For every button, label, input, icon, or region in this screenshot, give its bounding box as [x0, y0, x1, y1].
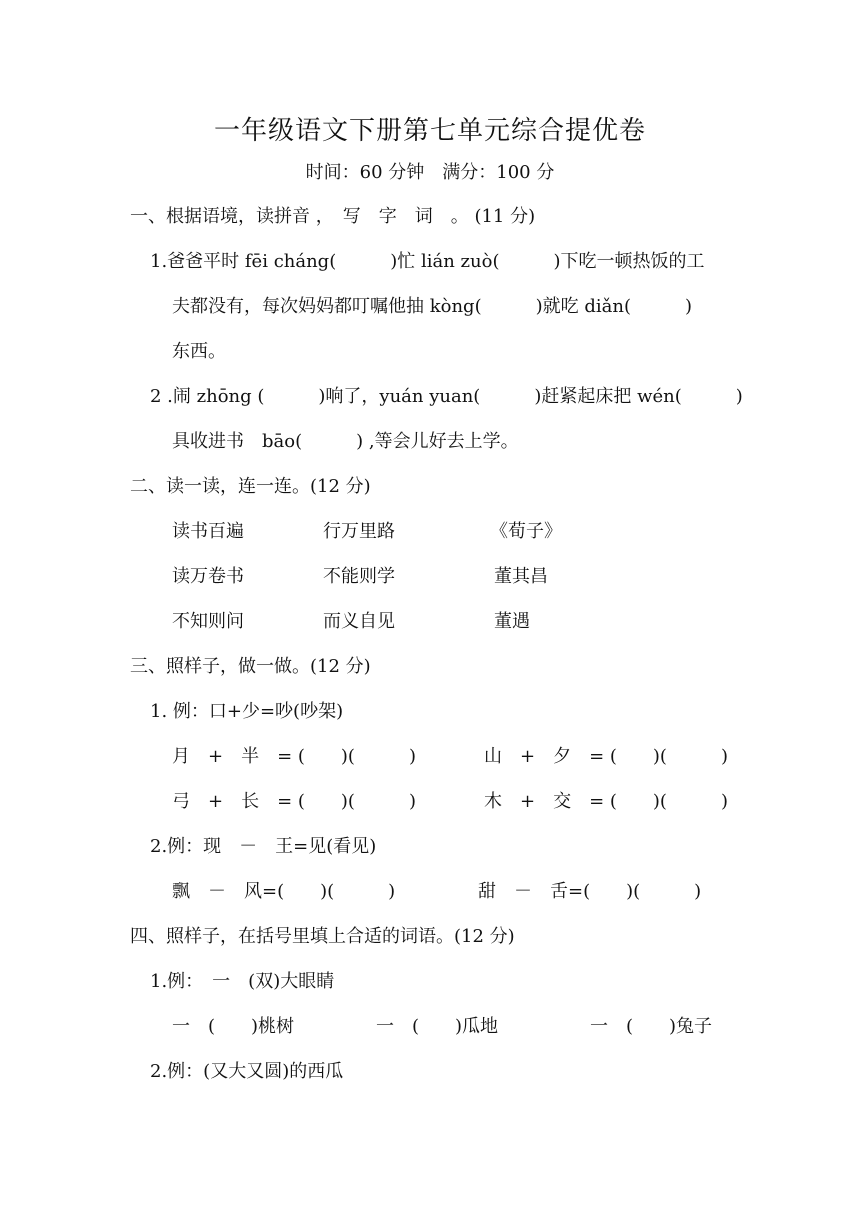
match-middle-item: 行万里路: [323, 521, 395, 542]
section-1-q2-line2: 具收进书 bāo( ) ,等会儿好去上学。: [172, 431, 519, 452]
section-1-q2-line1: 2 .闹 zhōng ( )响了，yuán yuan( )赶紧起床把 wén( ): [150, 386, 743, 407]
match-middle-item: 不能则学: [323, 566, 395, 587]
measure-word-item: 一 ( )瓜地: [376, 1016, 499, 1037]
match-right-item: 董其昌: [494, 566, 548, 587]
section-1-q1-line1: 1.爸爸平时 fēi cháng( )忙 lián zuò( )下吃一顿热饭的工: [150, 251, 705, 272]
match-middle-item: 而义自见: [323, 611, 395, 632]
character-subtraction-row: 甜 － 舌=( )( ): [478, 881, 702, 902]
character-addition-row: 木 + 交 = ( )( ): [484, 791, 728, 812]
section-3-q2-example: 2.例：现 － 王=见(看见): [150, 836, 377, 857]
section-3-heading: 三、照样子，做一做。(12 分): [130, 656, 371, 677]
match-left-item: 读书百遍: [172, 521, 244, 542]
character-addition-row: 月 + 半 = ( )( ): [172, 746, 416, 767]
match-right-item: 董遇: [494, 611, 530, 632]
section-4-q2-example: 2.例：(又大又圆)的西瓜: [150, 1061, 344, 1082]
match-right-item: 《荀子》: [490, 521, 562, 542]
measure-word-item: 一 ( )兔子: [590, 1016, 713, 1037]
character-subtraction-row: 飘 － 风=( )( ): [172, 881, 396, 902]
section-1-heading: 一、根据语境，读拼音 ， 写 字 词 。 (11 分): [130, 206, 536, 227]
character-addition-row: 山 + 夕 = ( )( ): [484, 746, 728, 767]
section-4-heading: 四、照样子，在括号里填上合适的词语。(12 分): [130, 926, 515, 947]
match-left-item: 读万卷书: [172, 566, 244, 587]
exam-info: 时间：60 分钟 满分：100 分: [305, 162, 555, 183]
section-3-q1-example: 1. 例：口+少=吵(吵架): [150, 701, 344, 722]
character-addition-row: 弓 + 长 = ( )( ): [172, 791, 416, 812]
measure-word-item: 一 ( )桃树: [172, 1016, 295, 1037]
section-4-q1-example: 1.例： 一 (双)大眼睛: [150, 971, 335, 992]
section-2-heading: 二、读一读，连一连。(12 分): [130, 476, 371, 497]
section-1-q1-line2: 夫都没有，每次妈妈都叮嘱他抽 kòng( )就吃 diǎn( ): [172, 296, 692, 317]
match-left-item: 不知则问: [172, 611, 244, 632]
page-title: 一年级语文下册第七单元综合提优卷: [213, 116, 646, 146]
section-1-q1-line3: 东西。: [172, 341, 226, 362]
